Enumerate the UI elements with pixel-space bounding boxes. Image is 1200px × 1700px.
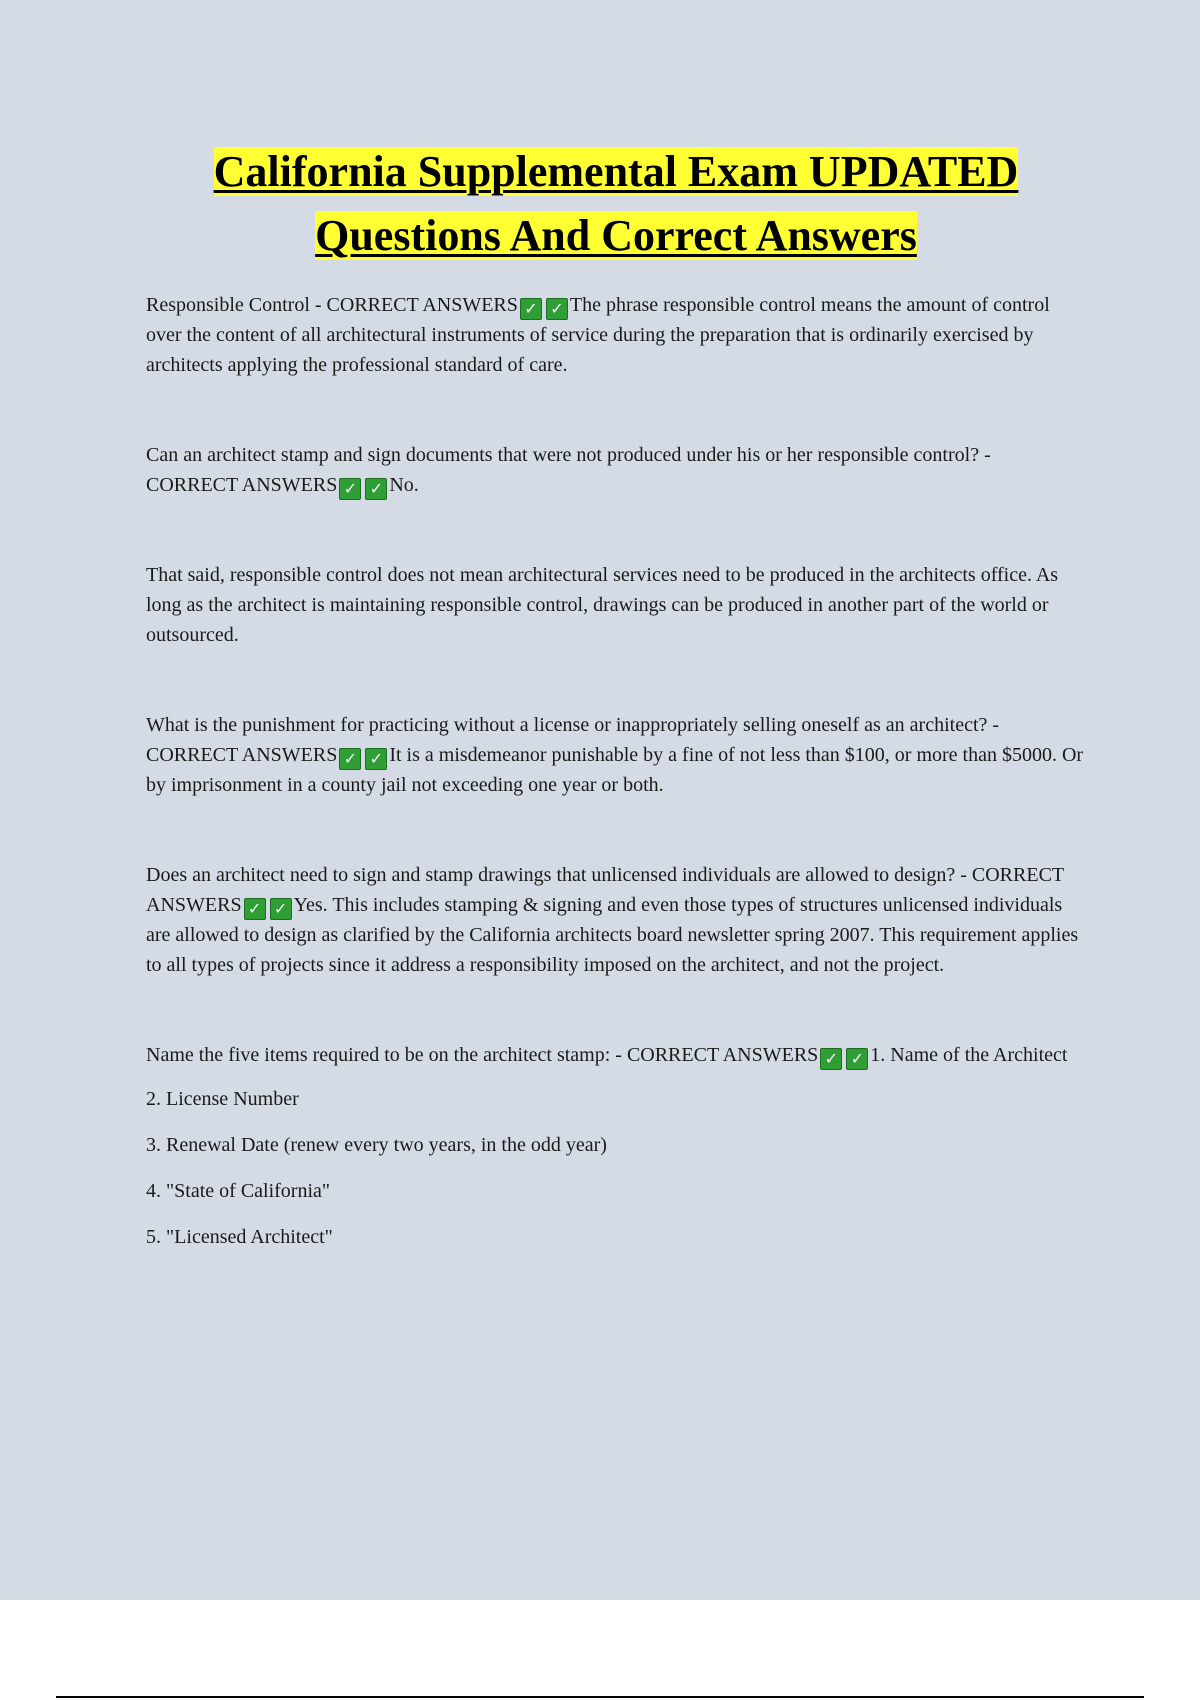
question-text: Name the five items required to be on the architect stamp: - bbox=[146, 1044, 627, 1066]
qa-entry-unlicensed-design bbox=[146, 860, 1086, 980]
answer-text: Yes. This includes stamping & signing and even those types of structures unlicensed individuals are allowed to design as clarified by the California architects board newsletter spring 2007. This requirement applies to all types of projects since it address a responsibility imposed on the architect, and not the project. bbox=[146, 894, 1079, 976]
list-item: 2. License Number bbox=[146, 1088, 299, 1110]
qa-entry-punishment bbox=[146, 710, 1086, 800]
checkmark-icon: ✓ bbox=[365, 478, 387, 500]
title-line-2: Questions And Correct Answers bbox=[315, 211, 917, 260]
qa-entry-responsible-control bbox=[146, 290, 1086, 380]
answer-marker: CORRECT ANSWERS bbox=[326, 294, 518, 316]
document-title bbox=[146, 140, 1086, 268]
answer-marker: CORRECT ANSWERS bbox=[146, 744, 338, 766]
answer-marker: CORRECT ANSWERS bbox=[146, 864, 1064, 916]
checkmark-icon: ✓ bbox=[339, 478, 361, 500]
checkmark-icon: ✓ bbox=[339, 748, 361, 770]
question-text: What is the punishment for practicing without a license or inappropriately selling oneself as an architect? - bbox=[146, 714, 1000, 736]
list-item: 4. "State of California" bbox=[146, 1180, 331, 1202]
checkmark-icon: ✓ bbox=[365, 748, 387, 770]
qa-entry-stamp-sign bbox=[146, 440, 1086, 500]
footer-divider bbox=[56, 1696, 1144, 1698]
answer-marker: CORRECT ANSWERS bbox=[626, 1044, 819, 1066]
qa-entry-stamp-items bbox=[146, 1040, 1086, 1070]
question-text: Can an architect stamp and sign documents that were not produced under his or her responsible control? - bbox=[146, 444, 991, 466]
title-line-1: California Supplemental Exam UPDATED bbox=[213, 147, 1019, 196]
answer-text: No. bbox=[389, 474, 419, 496]
question-text: Does an architect need to sign and stamp drawings that unlicensed individuals are allowed to design? - bbox=[146, 864, 972, 886]
checkmark-icon: ✓ bbox=[270, 898, 292, 920]
answer-marker: CORRECT ANSWERS bbox=[146, 474, 338, 496]
checkmark-icon: ✓ bbox=[520, 298, 542, 320]
checkmark-icon: ✓ bbox=[820, 1048, 842, 1070]
list-item: 5. "Licensed Architect" bbox=[146, 1226, 333, 1248]
checkmark-icon: ✓ bbox=[244, 898, 266, 920]
answer-text: The phrase responsible control means the amount of control over the content of all architectural instruments of service during the preparation that is ordinarily exercised by architects applying the professional standard of care. bbox=[146, 294, 1050, 376]
document-content bbox=[146, 140, 1086, 1268]
answer-text: 1. Name of the Architect bbox=[870, 1044, 1068, 1066]
checkmark-icon: ✓ bbox=[546, 298, 568, 320]
question-text: Responsible Control - bbox=[146, 294, 327, 316]
checkmark-icon: ✓ bbox=[846, 1048, 868, 1070]
list-item: 3. Renewal Date (renew every two years, in the odd year) bbox=[146, 1134, 607, 1156]
answer-text: It is a misdemeanor punishable by a fine of not less than $100, or more than $5000. Or by imprisonment in a county jail not exceeding one year or both. bbox=[146, 744, 1084, 796]
note-paragraph: That said, responsible control does not mean architectural services need to be produced in the architects office. As long as the architect is maintaining responsible control, drawings can be produced in another part of the world or outsourced. bbox=[146, 564, 1059, 646]
